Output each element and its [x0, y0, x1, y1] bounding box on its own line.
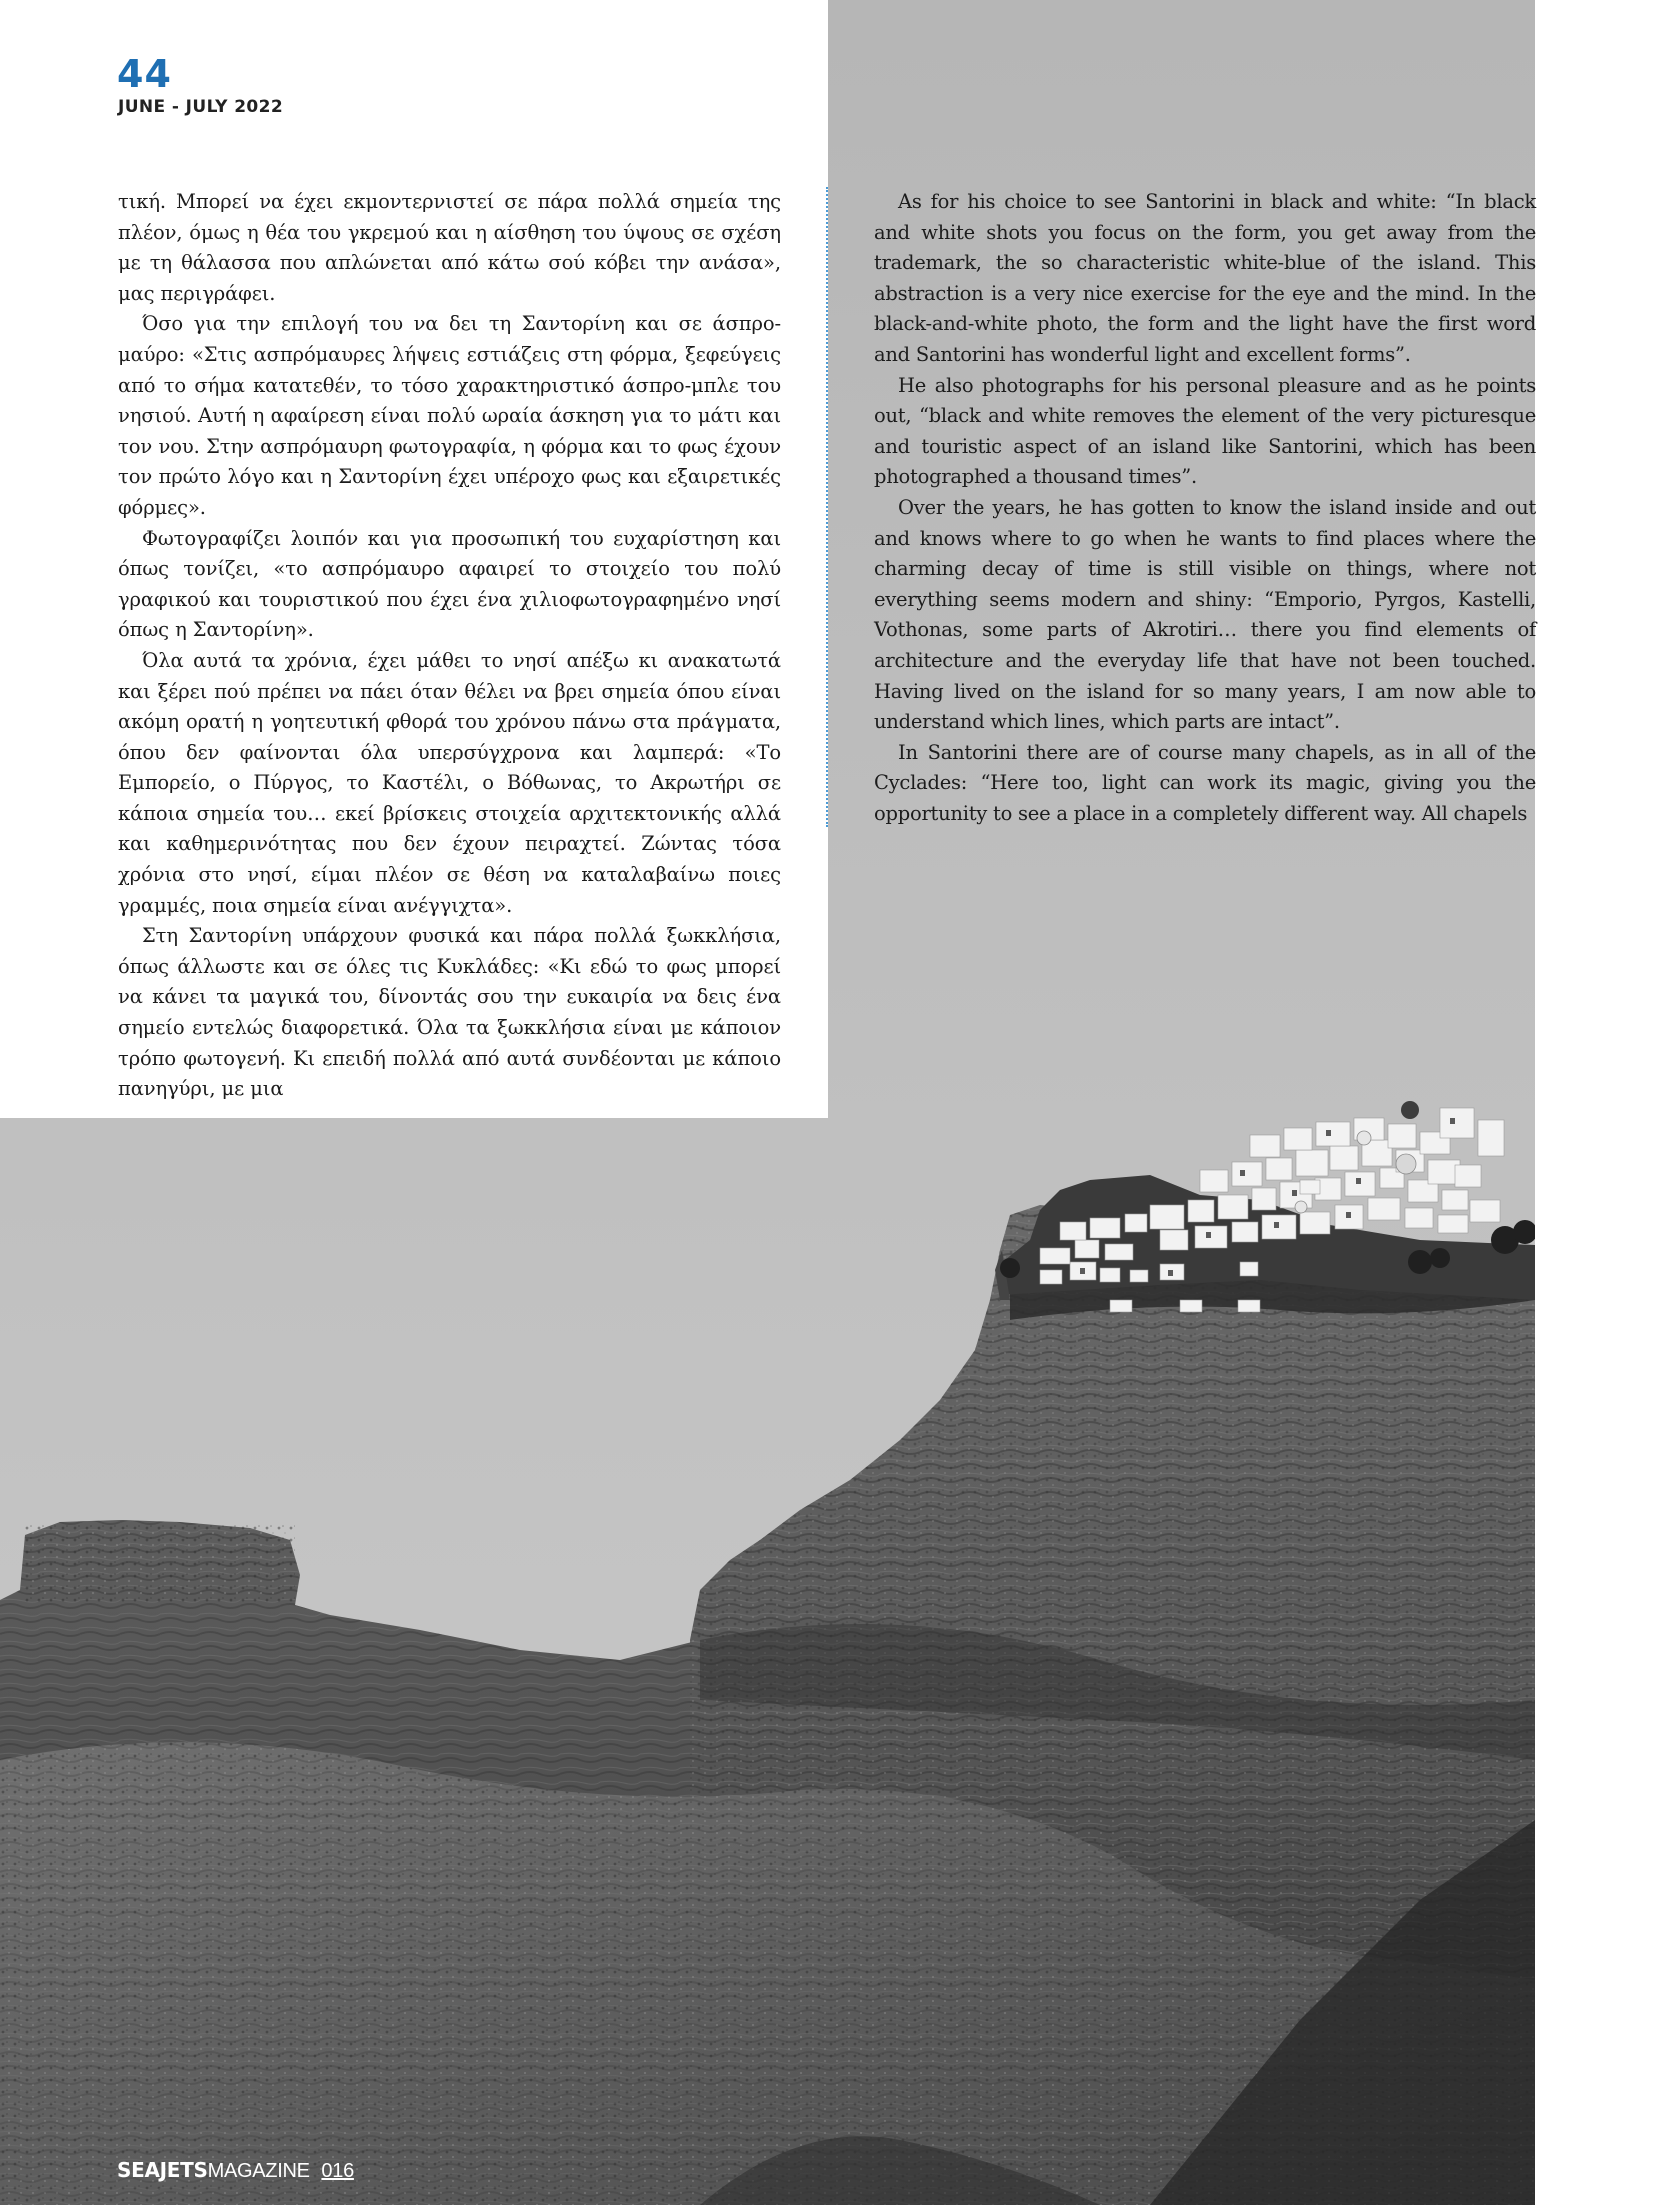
greek-paragraph: Στη Σαντορίνη υπάρχουν φυσικά και πάρα πολλά ξωκκλήσια, όπως άλλωστε και σε όλες τις Κυκλάδες: «Κι εδώ το φως μπορεί να κάνει τα μαγικά του, δίνοντάς σου την ευκαιρία να δεις ένα σημείο εντελώς διαφορετικά. Όλα τα ξωκκλήσια είναι με κάποιον τρόπο φωτογενή. Κι επειδή πολλά από αυτά συνδέονται με κάποιο πανηγύρι, με μια — [118, 924, 781, 1101]
greek-paragraph: Φωτογραφίζει λοιπόν και για προσωπική του ευχαρίστηση και όπως τονίζει, «το ασπρόμαυρο αφαιρεί το στοιχείο του πολύ γραφικού και τουριστικού που έχει ένα χιλιοφωτογραφημένο νησί όπως η Σαντορίνη». — [118, 526, 781, 642]
column-divider — [826, 187, 828, 827]
issue-number: 016 — [321, 2160, 354, 2182]
brand-name: SEAJETS — [117, 2158, 208, 2182]
magazine-logo — [117, 2158, 354, 2183]
english-text-column — [874, 187, 1536, 829]
english-paragraph: Over the years, he has gotten to know the island inside and out and knows where to go when he wants to find places where the charming decay of time is still visible on things, where not everything seems modern and shiny: “Emporio, Pyrgos, Kastelli, Vothonas, some parts of Akrotiri… there you find elements of architecture and the everyday life that have not been touched. Having lived on the island for so many years, I am now able to understand which lines, which parts are intact”. — [874, 495, 1536, 734]
magazine-word: MAGAZINE — [207, 2160, 310, 2182]
page-number: 44 — [117, 52, 172, 96]
issue-date: JUNE - JULY 2022 — [118, 97, 284, 117]
english-paragraph: In Santorini there are of course many chapels, as in all of the Cyclades: “Here too, light can work its magic, giving you the opportunity to see a place in a completely different way. All chapels — [874, 740, 1536, 825]
greek-paragraph: τική. Μπορεί να έχει εκμοντερνιστεί σε πάρα πολλά σημεία της πλέον, όμως η θέα του γκρεμού και η αίσθηση του ύψους σε σχέση με τη θάλασσα που απλώνεται από κάτω σού κόβει την ανάσα», μας περιγράφει. — [118, 190, 781, 305]
english-paragraph: As for his choice to see Santorini in black and white: “In black and white shots you focus on the form, you get away from the trademark, the so characteristic white-blue of the island. This abstraction is a very nice exercise for the eye and the mind. In the black-and-white photo, the form and the light have the first word and Santorini has wonderful light and excellent forms”. — [874, 190, 1536, 366]
greek-paragraph: Όλα αυτά τα χρόνια, έχει μάθει το νησί απέξω κι ανακατωτά και ξέρει πού πρέπει να πάει όταν θέλει να βρει σημεία όπου είναι ακόμη ορατή η γοητευτική φθορά του χρόνου πάνω στα πράγματα, όπου δεν φαίνονται όλα υπερσύγχρονα και λαμπερά: «Το Εμπορείο, ο Πύργος, το Καστέλι, ο Βόθωνας, το Ακρωτήρι σε κάποια σημεία του… εκεί βρίσκεις στοιχεία αρχιτεκτονικής αλλά και καθημερινότητας που δεν έχουν πειραχτεί. Ζώντας τόσα χρόνια στο νησί, είμαι πλέον σε θέση να καταλαβαίνω ποιες γραμμές, ποια σημεία είναι ανέγγιχτα». — [118, 648, 781, 917]
english-paragraph: He also photographs for his personal pleasure and as he points out, “black and white removes the element of the very picturesque and touristic aspect of an island like Santorini, which has been photographed a thousand times”. — [874, 373, 1536, 489]
greek-text-column — [118, 187, 781, 1105]
greek-paragraph: Όσο για την επιλογή του να δει τη Σαντορίνη και σε άσπρο-μαύρο: «Στις ασπρόμαυρες λήψεις εστιάζεις στη φόρμα, ξεφεύγεις από το σήμα κατατεθέν, το τόσο χαρακτηριστικό άσπρο-μπλε του νησιού. Αυτή η αφαίρεση είναι πολύ ωραία άσκηση για το μάτι και τον νου. Στην ασπρόμαυρη φωτογραφία, η φόρμα και το φως έχουν τον πρώτο λόγο και η Σαντορίνη έχει υπέροχο φως και εξαιρετικές φόρμες». — [118, 312, 781, 519]
